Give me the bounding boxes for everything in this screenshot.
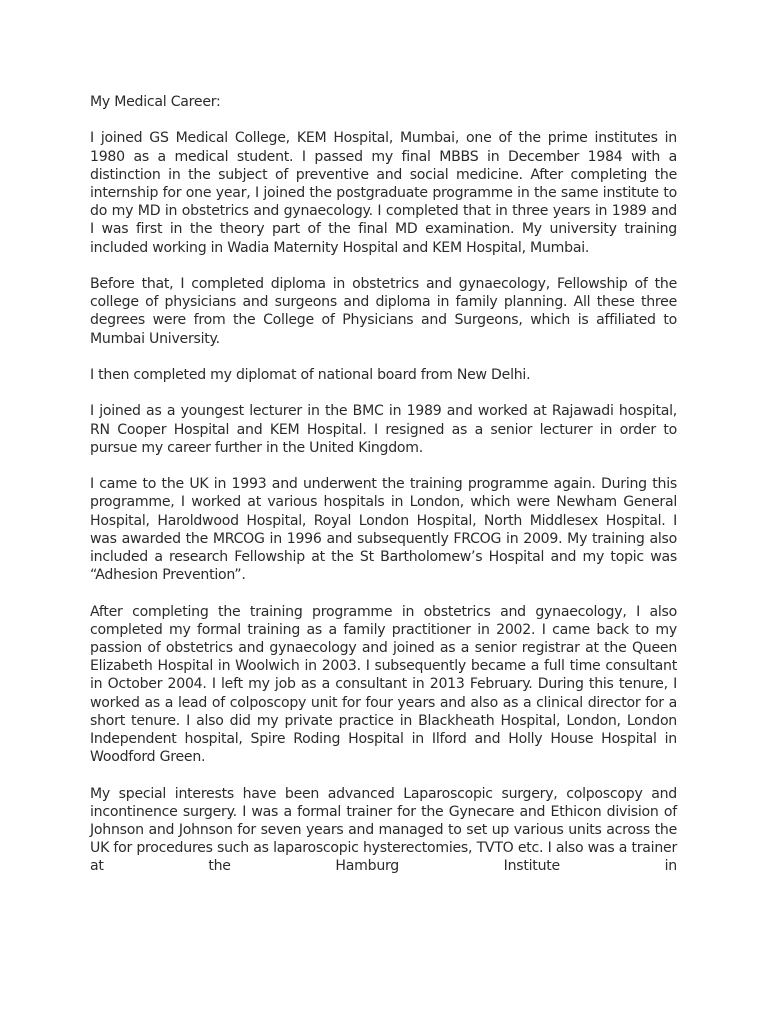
- paragraph-national-board: I then completed my diplomat of national board from New Delhi.: [90, 367, 531, 383]
- paragraph-consultant: After completing the training programme in obstetrics and gynaecology, I also completed my formal training as a family practitioner in 2002. I came back to my passion of obstetrics and gynaecology and joined as a senior registrar at the Queen Elizabeth Hospital in Woolwich in 2003. I subsequently became a full time consultant in October 2004. I left my job as a consultant in 2013 February. During this tenure, I worked as a lead of colposcopy unit for four years and also as a clinical director for a short tenure. I also did my private practice in Blackheath Hospital, London, London Independent hospital, Spire Roding Hospital in Ilford and Holly House Hospital in Woodford Green.: [90, 603, 677, 766]
- document-page: [90, 93, 677, 894]
- paragraph-education: I joined GS Medical College, KEM Hospital, Mumbai, one of the prime institutes in 1980 as a medical student. I passed my final MBBS in December 1984 with a distinction in the subject of preventive and social medicine. After completing the internship for one year, I joined the postgraduate programme in the same institute to do my MD in obstetrics and gynaecology. I completed that in three years in 1989 and I was first in the theory part of the final MD examination. My university training included working in Wadia Maternity Hospital and KEM Hospital, Mumbai.: [90, 130, 677, 256]
- paragraph-special-interests: My special interests have been advanced Laparoscopic surgery, colposcopy and incontinence surgery. I was a formal trainer for the Gynecare and Ethicon division of Johnson and Johnson for seven years and managed to set up various units across the UK for procedures such as laparoscopic hysterectomies, TVTO etc. I also was a trainer at the Hamburg Institute in: [90, 785, 677, 875]
- paragraph-diplomas: Before that, I completed diploma in obstetrics and gynaecology, Fellowship of the college of physicians and surgeons and diploma in family planning. All these three degrees were from the College of Physicians and Surgeons, which is affiliated to Mumbai University.: [90, 276, 677, 347]
- document-title: My Medical Career:: [90, 94, 221, 110]
- paragraph-lecturer: I joined as a youngest lecturer in the BMC in 1989 and worked at Rajawadi hospital, RN Cooper Hospital and KEM Hospital. I resigned as a senior lecturer in order to pursue my career further in the United Kingdom.: [90, 403, 677, 456]
- paragraph-uk-training: I came to the UK in 1993 and underwent the training programme again. During this programme, I worked at various hospitals in London, which were Newham General Hospital, Haroldwood Hospital, Royal London Hospital, North Middlesex Hospital. I was awarded the MRCOG in 1996 and subsequently FRCOG in 2009. My training also included a research Fellowship at the St Bartholomew’s Hospital and my topic was “Adhesion Prevention”.: [90, 476, 677, 584]
